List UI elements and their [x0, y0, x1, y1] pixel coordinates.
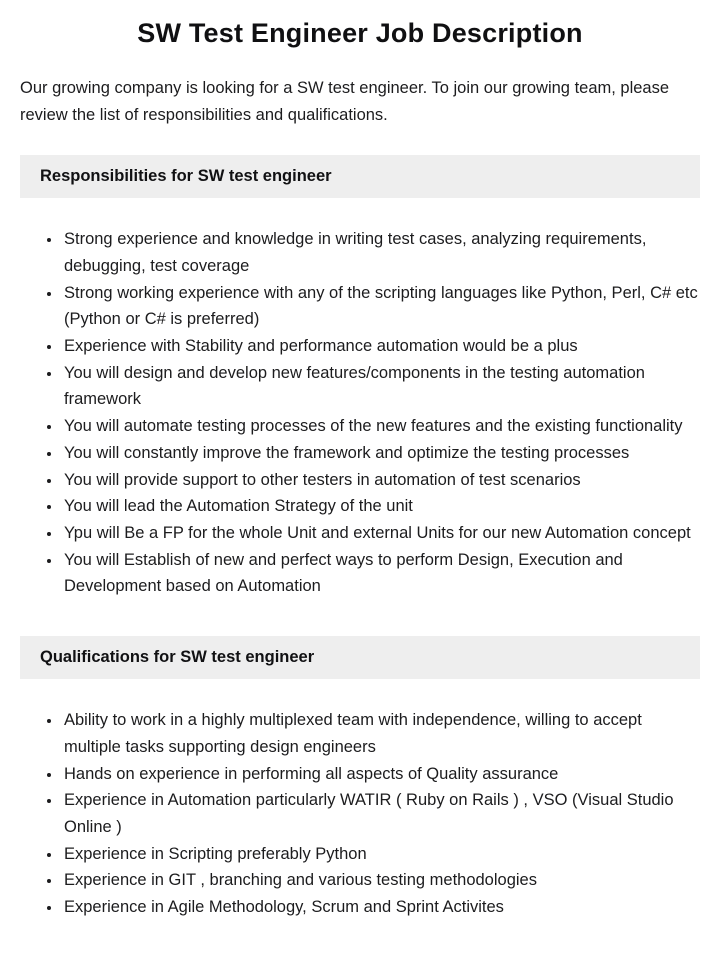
list-item: • Experience in Agile Methodology, Scrum and Sprint Activites: [62, 894, 700, 921]
page-title: SW Test Engineer Job Description: [137, 18, 583, 48]
list-item: • Experience in Automation particularly WATIR ( Ruby on Rails ) , VSO (Visual Studio Online ): [62, 787, 700, 840]
list-item: • Experience in GIT , branching and various testing methodologies: [62, 867, 700, 894]
list-item: • Experience with Stability and performance automation would be a plus: [62, 333, 700, 360]
list-item: • You will Establish of new and perfect ways to perform Design, Execution and Development based on Automation: [62, 547, 700, 600]
list-item: • Strong experience and knowledge in writing test cases, analyzing requirements, debugging, test coverage: [62, 226, 700, 279]
responsibilities-header-bar: [20, 155, 700, 198]
list-item: • You will lead the Automation Strategy of the unit: [62, 493, 700, 520]
responsibilities-section: [20, 155, 700, 600]
list-item: • You will automate testing processes of the new features and the existing functionality: [62, 413, 700, 440]
list-item: • You will provide support to other testers in automation of test scenarios: [62, 467, 700, 494]
qualifications-list: [20, 707, 700, 921]
list-item: • Hands on experience in performing all aspects of Quality assurance: [62, 761, 700, 788]
qualifications-header-bar: [20, 636, 700, 679]
list-item: • Ability to work in a highly multiplexed team with independence, willing to accept multiple tasks supporting design engineers: [62, 707, 700, 760]
intro-paragraph: Our growing company is looking for a SW test engineer. To join our growing team, please review the list of responsibilities and qualifications.: [20, 79, 670, 125]
responsibilities-list: [20, 226, 700, 600]
qualifications-heading: Qualifications for SW test engineer: [40, 648, 315, 667]
list-item: • Strong working experience with any of the scripting languages like Python, Perl, C# etc (Python or C# is preferred): [62, 280, 700, 333]
qualifications-section: [20, 636, 700, 921]
list-item: • You will constantly improve the framework and optimize the testing processes: [62, 440, 700, 467]
list-item: • You will design and develop new features/components in the testing automation framework: [62, 360, 700, 413]
responsibilities-heading: Responsibilities for SW test engineer: [40, 167, 332, 186]
list-item: • Ypu will Be a FP for the whole Unit and external Units for our new Automation concept: [62, 520, 700, 547]
list-item: • Experience in Scripting preferably Python: [62, 841, 700, 868]
